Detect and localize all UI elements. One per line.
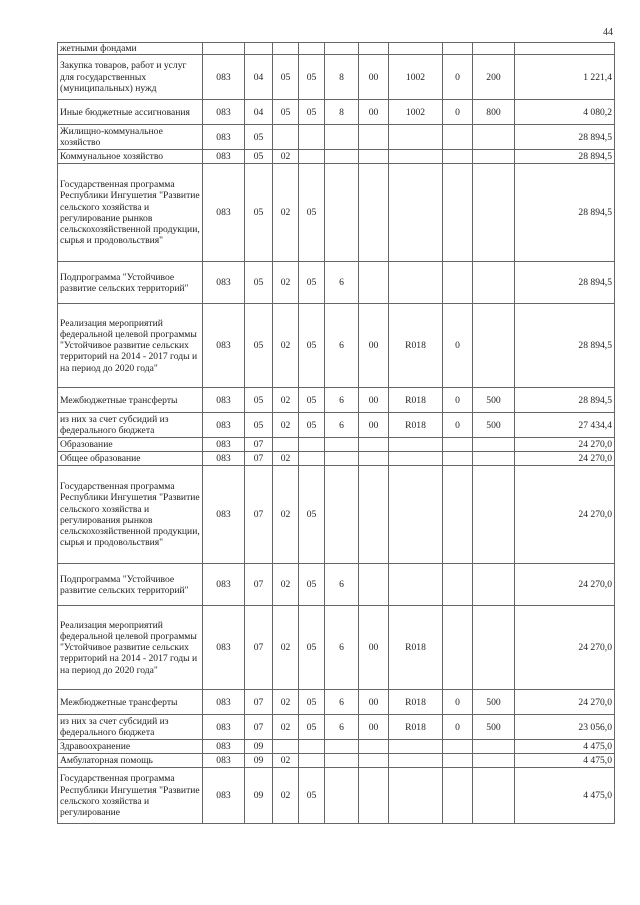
- amount-cell: 24 270,0: [515, 452, 615, 466]
- extra-code-cell: [443, 164, 473, 262]
- subsection-code-cell: 02: [273, 262, 299, 304]
- grbs-code-cell: 083: [203, 768, 245, 824]
- amount-cell: [515, 43, 615, 55]
- subprogram-code-cell: 6: [325, 690, 359, 715]
- subsection-code-cell: 02: [273, 606, 299, 690]
- direction-code-cell: R018: [389, 606, 443, 690]
- amount-cell: 28 894,5: [515, 304, 615, 388]
- subprogram-code-cell: 6: [325, 715, 359, 740]
- expense-type-cell: [473, 164, 515, 262]
- expense-type-cell: [473, 466, 515, 564]
- subsection-code-cell: [273, 438, 299, 452]
- direction-code-cell: [389, 43, 443, 55]
- event-code-cell: [359, 564, 389, 606]
- row-name-cell: Амбулаторная помощь: [58, 754, 203, 768]
- grbs-code-cell: 083: [203, 754, 245, 768]
- subprogram-code-cell: [325, 164, 359, 262]
- program-code-cell: 05: [299, 388, 325, 413]
- subprogram-code-cell: [325, 150, 359, 164]
- extra-code-cell: 0: [443, 388, 473, 413]
- direction-code-cell: [389, 452, 443, 466]
- extra-code-cell: 0: [443, 304, 473, 388]
- direction-code-cell: [389, 438, 443, 452]
- program-code-cell: 05: [299, 164, 325, 262]
- expense-type-cell: [473, 564, 515, 606]
- event-code-cell: 00: [359, 606, 389, 690]
- grbs-code-cell: 083: [203, 304, 245, 388]
- budget-table: [57, 42, 615, 824]
- subprogram-code-cell: [325, 466, 359, 564]
- grbs-code-cell: 083: [203, 413, 245, 438]
- subsection-code-cell: [273, 740, 299, 754]
- event-code-cell: [359, 164, 389, 262]
- subsection-code-cell: 02: [273, 452, 299, 466]
- subprogram-code-cell: [325, 452, 359, 466]
- table-row: [58, 304, 615, 388]
- extra-code-cell: 0: [443, 690, 473, 715]
- row-name-cell: Межбюджетные трансферты: [58, 388, 203, 413]
- extra-code-cell: [443, 754, 473, 768]
- subprogram-code-cell: 6: [325, 413, 359, 438]
- direction-code-cell: 1002: [389, 100, 443, 125]
- program-code-cell: [299, 452, 325, 466]
- subsection-code-cell: 02: [273, 388, 299, 413]
- event-code-cell: 00: [359, 100, 389, 125]
- amount-cell: 4 475,0: [515, 768, 615, 824]
- grbs-code-cell: 083: [203, 690, 245, 715]
- event-code-cell: 00: [359, 715, 389, 740]
- amount-cell: 24 270,0: [515, 690, 615, 715]
- grbs-code-cell: 083: [203, 388, 245, 413]
- program-code-cell: [299, 43, 325, 55]
- amount-cell: 1 221,4: [515, 55, 615, 100]
- extra-code-cell: 0: [443, 715, 473, 740]
- amount-cell: 4 080,2: [515, 100, 615, 125]
- table-row: [58, 740, 615, 754]
- event-code-cell: 00: [359, 55, 389, 100]
- table-row: [58, 768, 615, 824]
- program-code-cell: 05: [299, 564, 325, 606]
- event-code-cell: [359, 438, 389, 452]
- section-code-cell: 05: [245, 262, 273, 304]
- amount-cell: 28 894,5: [515, 125, 615, 150]
- row-name-cell: из них за счет субсидий из федерального бюджета: [58, 715, 203, 740]
- event-code-cell: 00: [359, 388, 389, 413]
- table-row: [58, 150, 615, 164]
- expense-type-cell: [473, 125, 515, 150]
- table-row: [58, 388, 615, 413]
- event-code-cell: [359, 466, 389, 564]
- direction-code-cell: 1002: [389, 55, 443, 100]
- extra-code-cell: [443, 262, 473, 304]
- table-row: [58, 262, 615, 304]
- subsection-code-cell: 02: [273, 690, 299, 715]
- section-code-cell: 05: [245, 164, 273, 262]
- extra-code-cell: [443, 150, 473, 164]
- extra-code-cell: [443, 43, 473, 55]
- subsection-code-cell: 05: [273, 100, 299, 125]
- subprogram-code-cell: [325, 754, 359, 768]
- extra-code-cell: [443, 606, 473, 690]
- event-code-cell: [359, 150, 389, 164]
- table-row: [58, 754, 615, 768]
- subsection-code-cell: 02: [273, 768, 299, 824]
- extra-code-cell: [443, 438, 473, 452]
- table-row: [58, 164, 615, 262]
- expense-type-cell: [473, 262, 515, 304]
- section-code-cell: 05: [245, 304, 273, 388]
- section-code-cell: 07: [245, 466, 273, 564]
- amount-cell: 24 270,0: [515, 564, 615, 606]
- amount-cell: 24 270,0: [515, 606, 615, 690]
- table-row: [58, 100, 615, 125]
- subprogram-code-cell: [325, 43, 359, 55]
- table-row: [58, 413, 615, 438]
- program-code-cell: 05: [299, 768, 325, 824]
- amount-cell: 4 475,0: [515, 740, 615, 754]
- expense-type-cell: 800: [473, 100, 515, 125]
- expense-type-cell: 200: [473, 55, 515, 100]
- amount-cell: 28 894,5: [515, 262, 615, 304]
- direction-code-cell: [389, 768, 443, 824]
- subprogram-code-cell: 6: [325, 262, 359, 304]
- direction-code-cell: R018: [389, 304, 443, 388]
- row-name-cell: Здравоохранение: [58, 740, 203, 754]
- table-body: [58, 43, 615, 824]
- subprogram-code-cell: 8: [325, 55, 359, 100]
- section-code-cell: 05: [245, 413, 273, 438]
- subprogram-code-cell: [325, 125, 359, 150]
- subsection-code-cell: 02: [273, 150, 299, 164]
- amount-cell: 28 894,5: [515, 388, 615, 413]
- expense-type-cell: 500: [473, 388, 515, 413]
- grbs-code-cell: 083: [203, 55, 245, 100]
- expense-type-cell: [473, 304, 515, 388]
- section-code-cell: 07: [245, 690, 273, 715]
- section-code-cell: 07: [245, 438, 273, 452]
- table-row: [58, 690, 615, 715]
- extra-code-cell: 0: [443, 55, 473, 100]
- row-name-cell: Иные бюджетные ассигнования: [58, 100, 203, 125]
- subprogram-code-cell: 6: [325, 564, 359, 606]
- row-name-cell: Государственная программа Республики Ингушетия "Развитие сельского хозяйства и регулирование рынков сельскохозяйственной продукции, сырья и продовольствия": [58, 164, 203, 262]
- event-code-cell: [359, 125, 389, 150]
- expense-type-cell: [473, 606, 515, 690]
- grbs-code-cell: 083: [203, 452, 245, 466]
- subsection-code-cell: 02: [273, 164, 299, 262]
- extra-code-cell: 0: [443, 413, 473, 438]
- section-code-cell: 05: [245, 150, 273, 164]
- amount-cell: 24 270,0: [515, 466, 615, 564]
- section-code-cell: 07: [245, 715, 273, 740]
- table-row: [58, 564, 615, 606]
- direction-code-cell: [389, 164, 443, 262]
- grbs-code-cell: 083: [203, 606, 245, 690]
- expense-type-cell: 500: [473, 690, 515, 715]
- direction-code-cell: R018: [389, 388, 443, 413]
- expense-type-cell: 500: [473, 413, 515, 438]
- row-name-cell: Межбюджетные трансферты: [58, 690, 203, 715]
- event-code-cell: [359, 262, 389, 304]
- subsection-code-cell: 02: [273, 466, 299, 564]
- program-code-cell: 05: [299, 413, 325, 438]
- program-code-cell: 05: [299, 262, 325, 304]
- row-name-cell: Образование: [58, 438, 203, 452]
- section-code-cell: 09: [245, 768, 273, 824]
- direction-code-cell: [389, 754, 443, 768]
- extra-code-cell: [443, 768, 473, 824]
- grbs-code-cell: 083: [203, 125, 245, 150]
- program-code-cell: 05: [299, 715, 325, 740]
- grbs-code-cell: 083: [203, 262, 245, 304]
- extra-code-cell: [443, 564, 473, 606]
- grbs-code-cell: 083: [203, 150, 245, 164]
- row-name-cell: Коммунальное хозяйство: [58, 150, 203, 164]
- program-code-cell: 05: [299, 690, 325, 715]
- extra-code-cell: [443, 125, 473, 150]
- direction-code-cell: R018: [389, 690, 443, 715]
- grbs-code-cell: 083: [203, 715, 245, 740]
- grbs-code-cell: 083: [203, 438, 245, 452]
- table-row: [58, 715, 615, 740]
- expense-type-cell: [473, 438, 515, 452]
- event-code-cell: [359, 740, 389, 754]
- program-code-cell: [299, 150, 325, 164]
- page-number: 44: [603, 27, 613, 38]
- direction-code-cell: [389, 125, 443, 150]
- row-name-cell: Жилищно-коммунальное хозяйство: [58, 125, 203, 150]
- event-code-cell: 00: [359, 690, 389, 715]
- expense-type-cell: 500: [473, 715, 515, 740]
- amount-cell: 28 894,5: [515, 164, 615, 262]
- section-code-cell: 05: [245, 125, 273, 150]
- subsection-code-cell: [273, 125, 299, 150]
- direction-code-cell: R018: [389, 715, 443, 740]
- amount-cell: 24 270,0: [515, 438, 615, 452]
- row-name-cell: жетными фондами: [58, 43, 203, 55]
- grbs-code-cell: 083: [203, 164, 245, 262]
- table-row: [58, 55, 615, 100]
- program-code-cell: [299, 754, 325, 768]
- direction-code-cell: [389, 262, 443, 304]
- program-code-cell: 05: [299, 606, 325, 690]
- expense-type-cell: [473, 754, 515, 768]
- row-name-cell: Подпрограмма "Устойчивое развитие сельских территорий": [58, 262, 203, 304]
- subsection-code-cell: 02: [273, 754, 299, 768]
- subsection-code-cell: 02: [273, 564, 299, 606]
- expense-type-cell: [473, 768, 515, 824]
- subprogram-code-cell: [325, 740, 359, 754]
- section-code-cell: 07: [245, 564, 273, 606]
- subprogram-code-cell: 8: [325, 100, 359, 125]
- table-row: [58, 125, 615, 150]
- subsection-code-cell: 02: [273, 413, 299, 438]
- subprogram-code-cell: 6: [325, 304, 359, 388]
- table-row: [58, 438, 615, 452]
- table-row: [58, 606, 615, 690]
- section-code-cell: 05: [245, 388, 273, 413]
- expense-type-cell: [473, 740, 515, 754]
- row-name-cell: Закупка товаров, работ и услуг для государственных (муниципальных) нужд: [58, 55, 203, 100]
- expense-type-cell: [473, 150, 515, 164]
- event-code-cell: [359, 452, 389, 466]
- expense-type-cell: [473, 452, 515, 466]
- amount-cell: 28 894,5: [515, 150, 615, 164]
- section-code-cell: 04: [245, 55, 273, 100]
- subprogram-code-cell: [325, 768, 359, 824]
- subprogram-code-cell: [325, 438, 359, 452]
- amount-cell: 23 056,0: [515, 715, 615, 740]
- amount-cell: 4 475,0: [515, 754, 615, 768]
- section-code-cell: 09: [245, 754, 273, 768]
- section-code-cell: [245, 43, 273, 55]
- extra-code-cell: [443, 452, 473, 466]
- grbs-code-cell: 083: [203, 466, 245, 564]
- subprogram-code-cell: 6: [325, 388, 359, 413]
- program-code-cell: 05: [299, 466, 325, 564]
- direction-code-cell: [389, 466, 443, 564]
- amount-cell: 27 434,4: [515, 413, 615, 438]
- section-code-cell: 07: [245, 452, 273, 466]
- event-code-cell: 00: [359, 304, 389, 388]
- section-code-cell: 04: [245, 100, 273, 125]
- row-name-cell: Государственная программа Республики Ингушетия "Развитие сельского хозяйства и регулирования рынков сельскохозяйственной продукции, сырья и продовольствия": [58, 466, 203, 564]
- event-code-cell: [359, 768, 389, 824]
- table-row: [58, 466, 615, 564]
- event-code-cell: [359, 754, 389, 768]
- table-row: [58, 452, 615, 466]
- table-row: [58, 43, 615, 55]
- row-name-cell: Реализация мероприятий федеральной целевой программы "Устойчивое развитие сельских территорий на 2014 - 2017 годы и на период до 2020 года": [58, 304, 203, 388]
- subsection-code-cell: 02: [273, 304, 299, 388]
- section-code-cell: 07: [245, 606, 273, 690]
- row-name-cell: Подпрограмма "Устойчивое развитие сельских территорий": [58, 564, 203, 606]
- program-code-cell: [299, 438, 325, 452]
- event-code-cell: [359, 43, 389, 55]
- row-name-cell: Общее образование: [58, 452, 203, 466]
- extra-code-cell: 0: [443, 100, 473, 125]
- program-code-cell: 05: [299, 304, 325, 388]
- program-code-cell: 05: [299, 55, 325, 100]
- expense-type-cell: [473, 43, 515, 55]
- grbs-code-cell: 083: [203, 100, 245, 125]
- direction-code-cell: [389, 150, 443, 164]
- row-name-cell: Реализация мероприятий федеральной целевой программы "Устойчивое развитие сельских территорий на 2014 - 2017 годы и на период до 2020 года": [58, 606, 203, 690]
- subprogram-code-cell: 6: [325, 606, 359, 690]
- program-code-cell: [299, 740, 325, 754]
- row-name-cell: Государственная программа Республики Ингушетия "Развитие сельского хозяйства и регулирование: [58, 768, 203, 824]
- subsection-code-cell: 02: [273, 715, 299, 740]
- grbs-code-cell: [203, 43, 245, 55]
- section-code-cell: 09: [245, 740, 273, 754]
- direction-code-cell: [389, 740, 443, 754]
- extra-code-cell: [443, 466, 473, 564]
- direction-code-cell: [389, 564, 443, 606]
- direction-code-cell: R018: [389, 413, 443, 438]
- row-name-cell: из них за счет субсидий из федерального бюджета: [58, 413, 203, 438]
- subsection-code-cell: [273, 43, 299, 55]
- extra-code-cell: [443, 740, 473, 754]
- subsection-code-cell: 05: [273, 55, 299, 100]
- event-code-cell: 00: [359, 413, 389, 438]
- program-code-cell: 05: [299, 100, 325, 125]
- grbs-code-cell: 083: [203, 564, 245, 606]
- program-code-cell: [299, 125, 325, 150]
- grbs-code-cell: 083: [203, 740, 245, 754]
